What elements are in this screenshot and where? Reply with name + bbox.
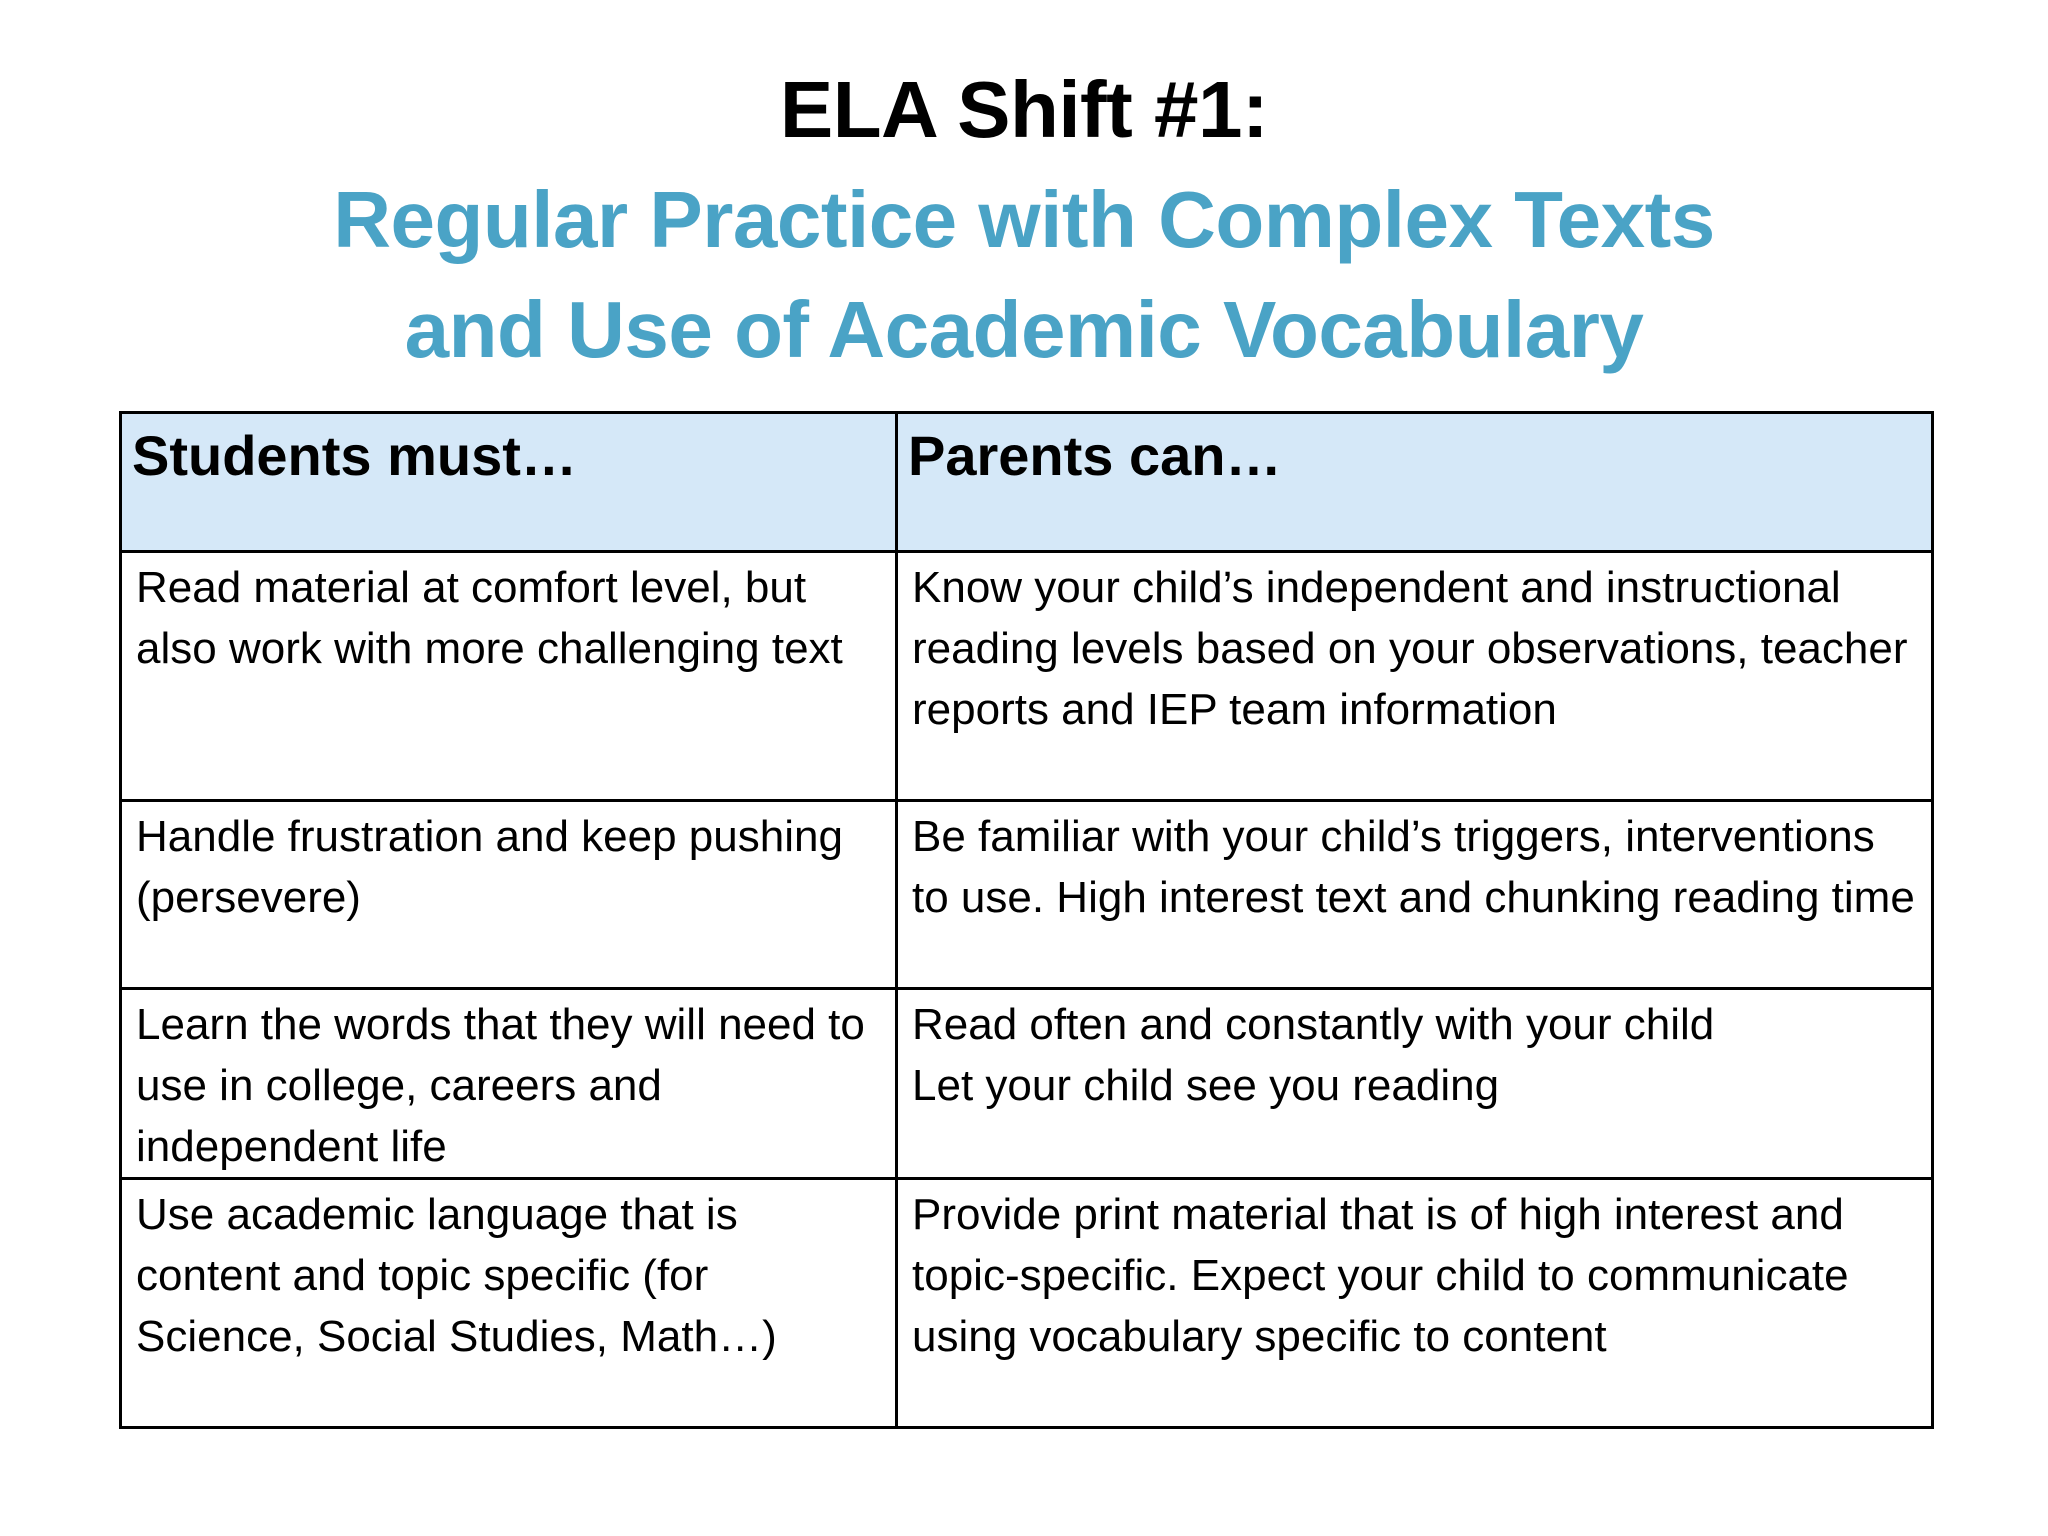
subtitle-line-1: Regular Practice with Complex Texts	[333, 175, 1715, 264]
students-parents-table	[119, 411, 1934, 1429]
header-students-must: Students must…	[121, 413, 897, 552]
table-row	[121, 989, 1933, 1179]
table-header-row	[121, 413, 1933, 552]
table-row	[121, 552, 1933, 801]
parents-cell	[897, 801, 1933, 989]
students-cell: Read material at comfort level, but also work with more challenging text	[121, 552, 897, 801]
parents-cell-line: Be familiar with your child’s triggers, interventions to use. High interest text and chunking reading time	[912, 812, 1915, 922]
table-row	[121, 801, 1933, 989]
parents-cell	[897, 1179, 1933, 1428]
students-cell: Learn the words that they will need to use in college, careers and independent life	[121, 989, 897, 1179]
parents-cell-line: Know your child’s independent and instructional reading levels based on your observations, teacher reports and IEP team information	[912, 563, 1908, 734]
table-row	[121, 1179, 1933, 1428]
parents-cell	[897, 552, 1933, 801]
students-cell: Handle frustration and keep pushing (persevere)	[121, 801, 897, 989]
parents-cell-line: Read often and constantly with your child	[912, 1000, 1715, 1049]
parents-cell	[897, 989, 1933, 1179]
parents-cell-line: Provide print material that is of high interest and topic-specific. Expect your child to communicate using vocabulary specific to content	[912, 1190, 1849, 1361]
title-ela-shift: ELA Shift #1:	[779, 65, 1269, 154]
students-cell: Use academic language that is content and topic specific (for Science, Social Studies, Math…)	[121, 1179, 897, 1428]
header-parents-can: Parents can…	[897, 413, 1933, 552]
subtitle-line-2: and Use of Academic Vocabulary	[404, 285, 1644, 374]
slide-title	[0, 55, 2048, 385]
parents-cell-line: Let your child see you reading	[912, 1061, 1500, 1110]
